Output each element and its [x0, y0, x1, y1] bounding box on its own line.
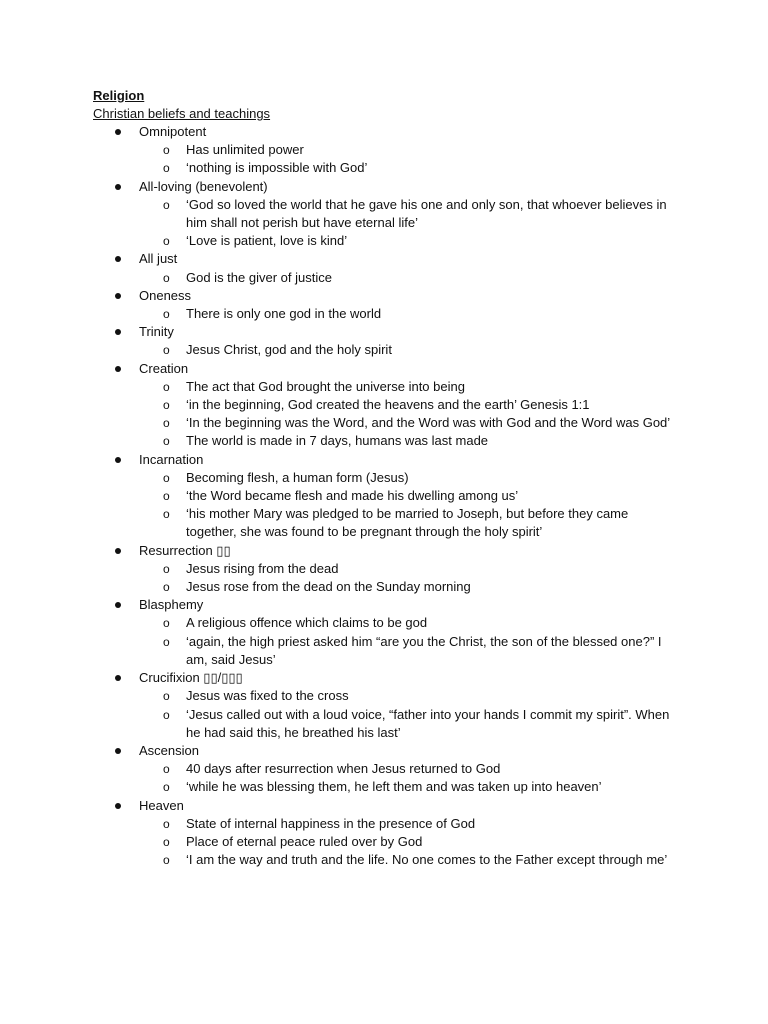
- list-item-subpoint: [0, 414, 768, 432]
- topic-label: Omnipotent: [139, 124, 207, 139]
- subpoint-text: Place of eternal peace ruled over by God: [186, 833, 423, 849]
- list-item-topic: [0, 451, 768, 469]
- subpoint-text: ‘while he was blessing them, he left them and was taken up into heaven’: [186, 779, 602, 795]
- subpoint-text: There is only one god in the world: [186, 306, 382, 322]
- list-item-topic: [0, 287, 768, 305]
- bullet-icon: [115, 184, 121, 190]
- subpoint-text: ‘In the beginning was the Word, and the Word was with God and the Word was God’: [186, 415, 671, 431]
- sub-bullet-icon: o: [163, 762, 170, 777]
- topic-label: All just: [139, 251, 178, 267]
- subpoint-text: Has unlimited power: [186, 142, 304, 158]
- list-item-subpoint: [0, 505, 768, 541]
- list-item-subpoint: [0, 432, 768, 450]
- list-item-subpoint: [0, 487, 768, 505]
- list-item-subpoint: [0, 687, 768, 705]
- subpoint-text: ‘the Word became flesh and made his dwelling among us’: [186, 488, 519, 504]
- subpoint-text: Jesus rising from the dead: [186, 560, 339, 576]
- sub-bullet-icon: o: [163, 161, 170, 176]
- subpoint-text: Jesus rose from the dead on the Sunday morning: [186, 579, 471, 595]
- bullet-icon: [115, 329, 121, 335]
- list-item-subpoint: [0, 633, 768, 669]
- beliefs-list: [0, 123, 768, 869]
- sub-bullet-icon: o: [163, 489, 170, 504]
- list-item-topic: [0, 596, 768, 614]
- list-item-subpoint: [0, 760, 768, 778]
- sub-bullet-icon: o: [163, 270, 170, 285]
- bullet-icon: [115, 803, 121, 809]
- sub-bullet-icon: o: [163, 143, 170, 158]
- subpoint-text: ‘Love is patient, love is kind’: [186, 233, 348, 249]
- list-item-subpoint: [0, 560, 768, 578]
- topic-label: Ascension: [139, 742, 199, 758]
- list-item-subpoint: [0, 196, 768, 232]
- list-item-subpoint: [0, 159, 768, 177]
- sub-bullet-icon: o: [163, 234, 170, 249]
- topic-label: All-loving (benevolent): [139, 178, 268, 194]
- sub-bullet-icon: o: [163, 780, 170, 795]
- sub-bullet-icon: o: [163, 853, 170, 868]
- sub-bullet-icon: o: [163, 816, 170, 831]
- sub-bullet-icon: o: [163, 507, 170, 522]
- topic-label: Oneness: [139, 287, 192, 303]
- list-item-subpoint: [0, 851, 768, 869]
- list-item-topic: [0, 250, 768, 268]
- bullet-icon: [115, 293, 121, 299]
- bullet-icon: [115, 675, 121, 681]
- subpoint-text: ‘his mother Mary was pledged to be married to Joseph, but before they came together, she was found to be pregnant through the holy spirit’: [186, 506, 629, 540]
- list-item-topic: [0, 323, 768, 341]
- subpoint-text: Jesus Christ, god and the holy spirit: [186, 342, 392, 358]
- bullet-icon: [115, 256, 121, 262]
- sub-bullet-icon: o: [163, 343, 170, 358]
- subpoint-text: The world is made in 7 days, humans was last made: [186, 433, 489, 449]
- sub-bullet-icon: o: [163, 197, 170, 212]
- list-item-subpoint: [0, 378, 768, 396]
- bullet-icon: [115, 366, 121, 372]
- topic-label: Crucifixion ▯▯/▯▯▯: [139, 670, 243, 686]
- sub-bullet-icon: o: [163, 689, 170, 704]
- subpoint-text: ‘God so loved the world that he gave his one and only son, that whoever believes in him shall not perish but have eternal life’: [186, 196, 667, 231]
- list-item-topic: [0, 178, 768, 196]
- list-item-topic: [0, 669, 768, 687]
- document-title: Religion: [93, 88, 145, 103]
- sub-bullet-icon: o: [163, 616, 170, 631]
- topic-label: Blasphemy: [139, 597, 204, 613]
- list-item-topic: [0, 360, 768, 378]
- document-subtitle: Christian beliefs and teachings: [93, 106, 271, 121]
- list-item-topic: [0, 123, 768, 141]
- list-item-subpoint: [0, 269, 768, 287]
- subpoint-text: The act that God brought the universe into being: [186, 378, 465, 394]
- sub-bullet-icon: o: [163, 379, 170, 394]
- subpoint-text: State of internal happiness in the presence of God: [186, 815, 476, 831]
- list-item-topic: [0, 797, 768, 815]
- subpoint-text: ‘Jesus called out with a loud voice, “father into your hands I commit my spirit”. When he had said this, he breathed his last’: [186, 706, 670, 740]
- sub-bullet-icon: o: [163, 561, 170, 576]
- sub-bullet-icon: o: [163, 416, 170, 431]
- list-item-subpoint: [0, 305, 768, 323]
- subpoint-text: ‘I am the way and truth and the life. No one comes to the Father except through me’: [186, 852, 668, 868]
- topic-label: Incarnation: [139, 451, 204, 467]
- list-item-subpoint: [0, 396, 768, 414]
- list-item-subpoint: [0, 141, 768, 159]
- sub-bullet-icon: o: [163, 434, 170, 449]
- list-item-subpoint: [0, 833, 768, 851]
- list-item-subpoint: [0, 232, 768, 250]
- bullet-icon: [115, 548, 121, 554]
- subpoint-text: Becoming flesh, a human form (Jesus): [186, 469, 409, 485]
- sub-bullet-icon: o: [163, 834, 170, 849]
- list-item-subpoint: [0, 469, 768, 487]
- sub-bullet-icon: o: [163, 580, 170, 595]
- sub-bullet-icon: o: [163, 707, 170, 722]
- list-item-subpoint: [0, 341, 768, 359]
- list-item-subpoint: [0, 614, 768, 632]
- subpoint-text: ‘nothing is impossible with God’: [186, 160, 368, 176]
- list-item-subpoint: [0, 815, 768, 833]
- bullet-icon: [115, 129, 121, 135]
- topic-label: Creation: [139, 360, 189, 376]
- subpoint-text: God is the giver of justice: [186, 269, 332, 285]
- sub-bullet-icon: o: [163, 634, 170, 649]
- list-item-subpoint: [0, 706, 768, 742]
- topic-label: Heaven: [139, 797, 184, 813]
- topic-label: Trinity: [139, 324, 174, 340]
- subpoint-text: ‘in the beginning, God created the heavens and the earth’ Genesis 1:1: [186, 397, 590, 413]
- topic-label: Resurrection ▯▯: [139, 542, 231, 558]
- bullet-icon: [115, 602, 121, 608]
- list-item-topic: [0, 542, 768, 560]
- list-item-subpoint: [0, 578, 768, 596]
- sub-bullet-icon: o: [163, 307, 170, 322]
- bullet-icon: [115, 748, 121, 754]
- list-item-subpoint: [0, 778, 768, 796]
- bullet-icon: [115, 457, 121, 463]
- sub-bullet-icon: o: [163, 398, 170, 413]
- subpoint-text: Jesus was fixed to the cross: [186, 688, 349, 704]
- sub-bullet-icon: o: [163, 470, 170, 485]
- list-item-topic: [0, 742, 768, 760]
- subpoint-text: A religious offence which claims to be god: [186, 615, 428, 631]
- subpoint-text: ‘again, the high priest asked him “are you the Christ, the son of the blessed one?” I am, said Jesus’: [186, 633, 662, 667]
- subpoint-text: 40 days after resurrection when Jesus returned to God: [186, 761, 501, 777]
